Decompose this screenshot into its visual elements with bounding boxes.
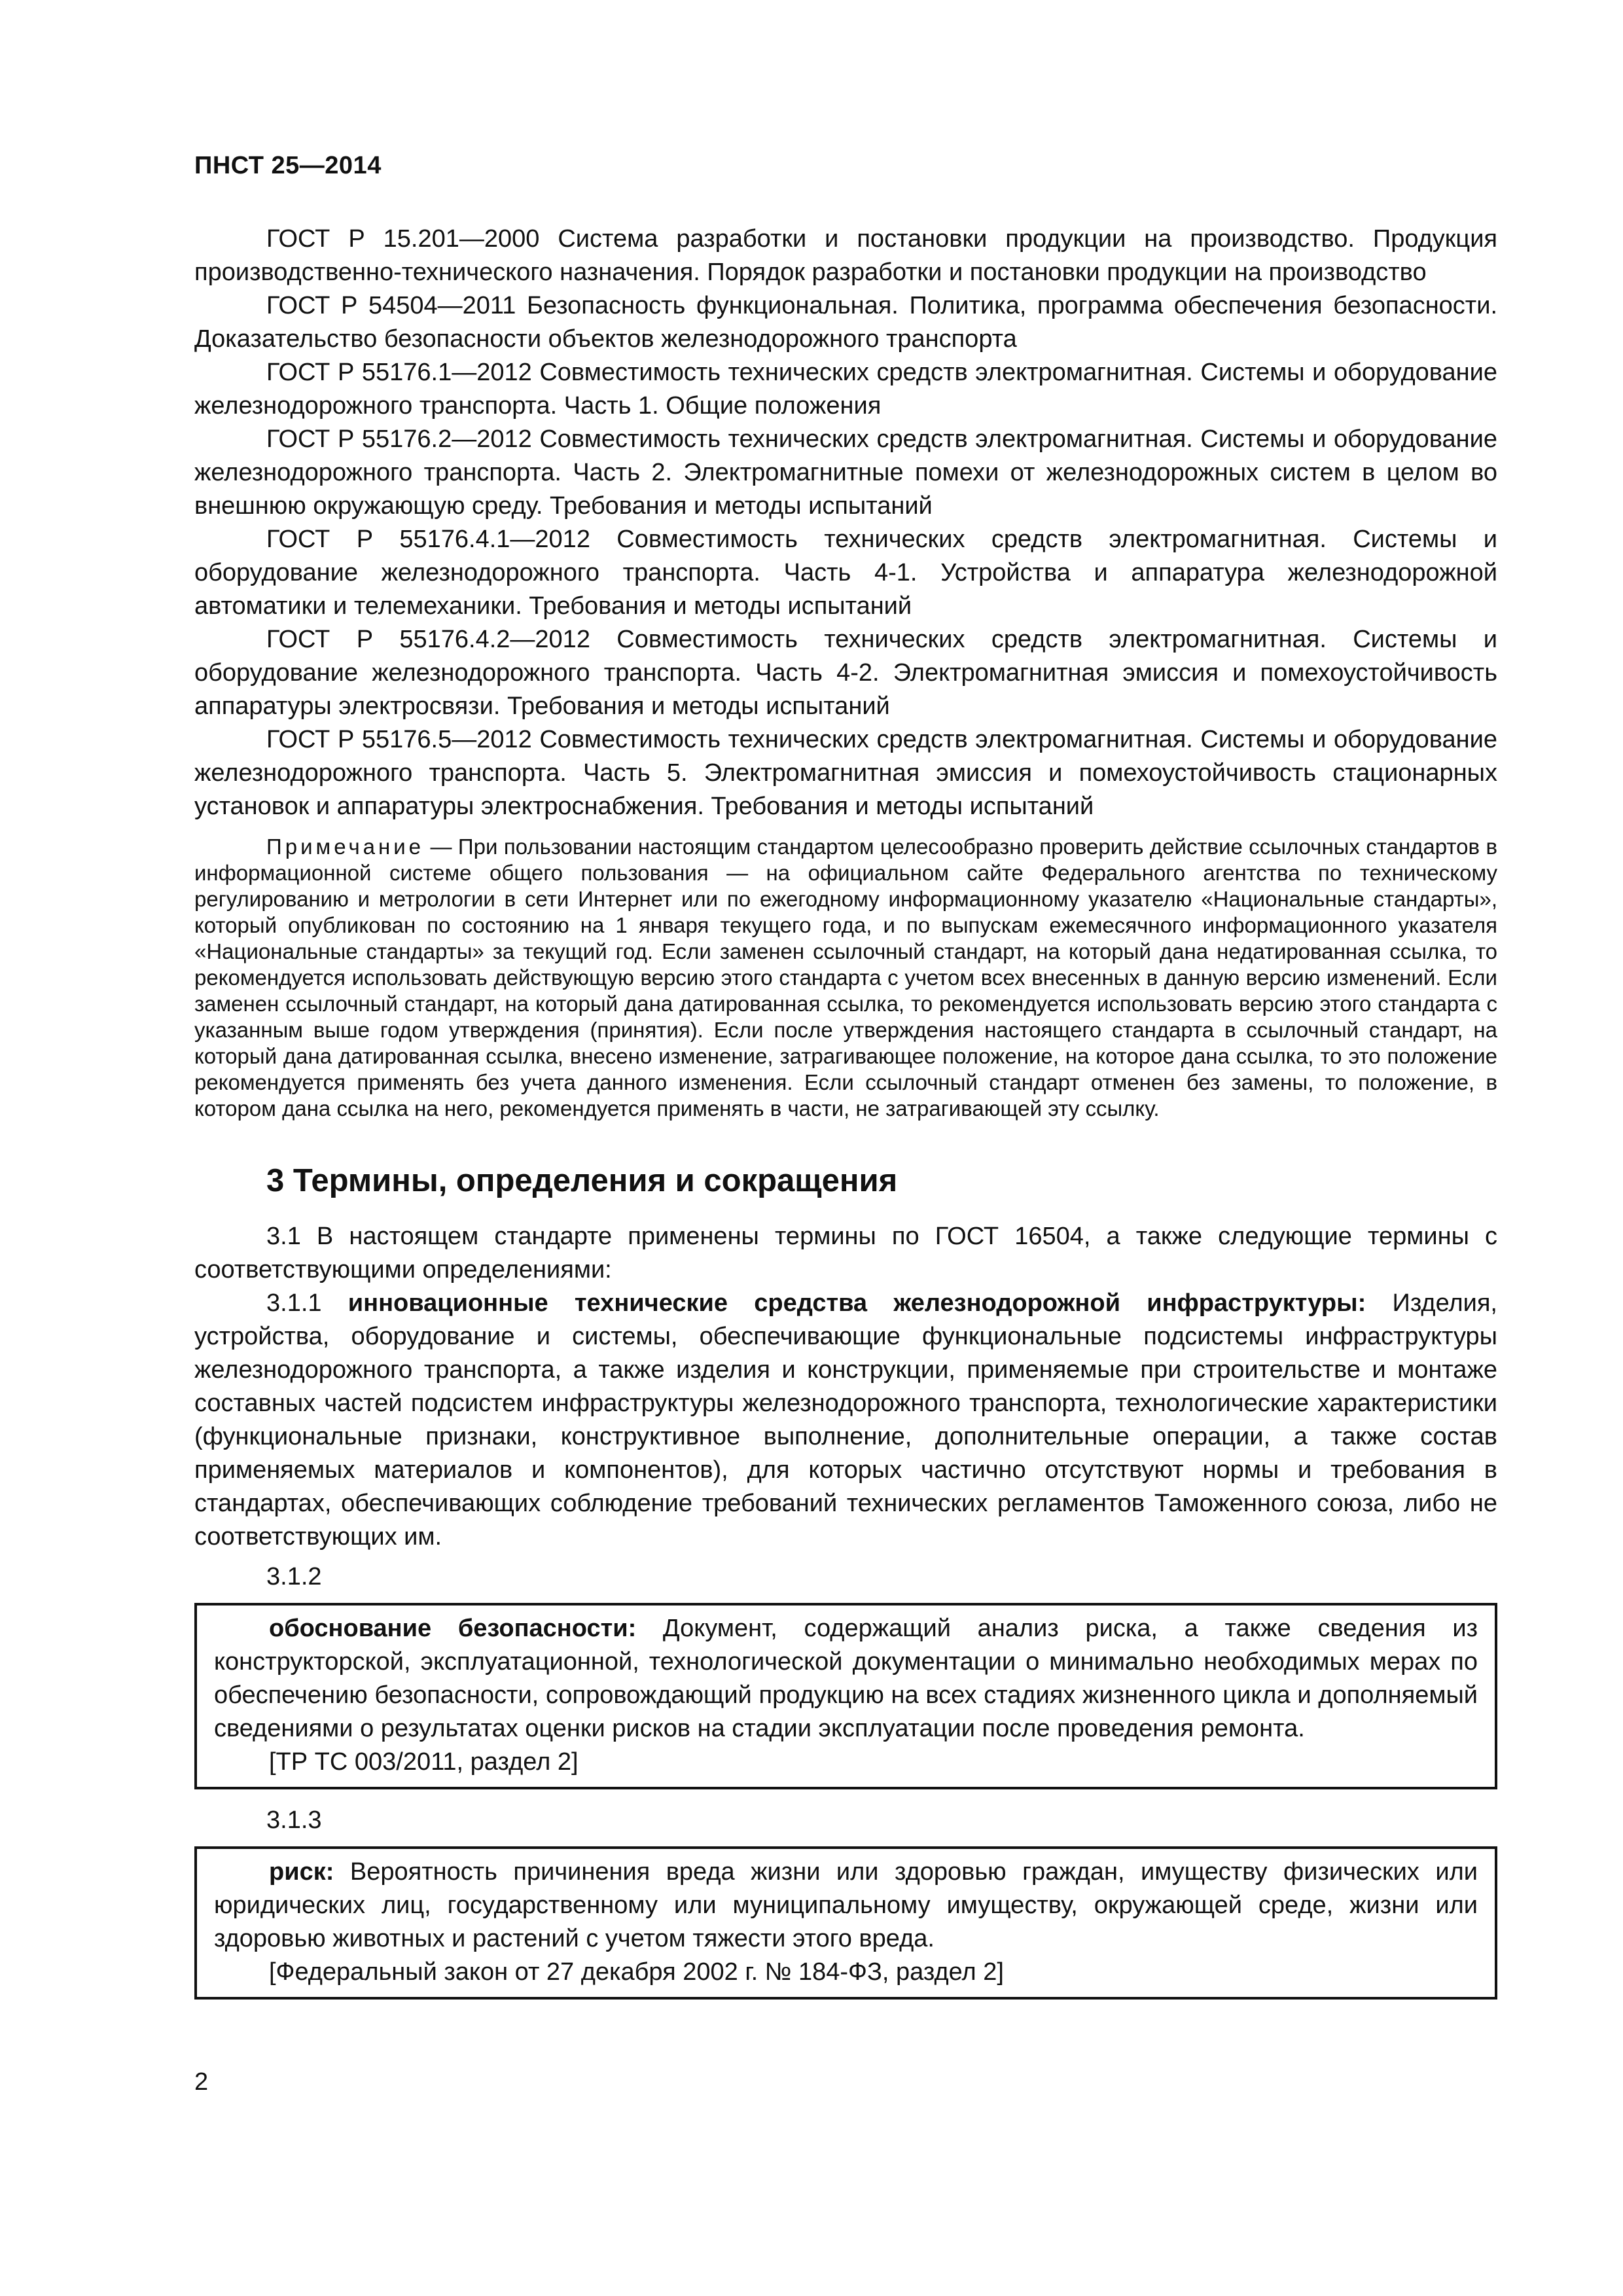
page-number: 2	[194, 2068, 209, 2096]
reference-item: ГОСТ Р 15.201—2000 Система разработки и постановки продукции на производство. Продукция производственно-технического назначения. Порядок разработки и постановки продукции на производство	[194, 225, 1497, 286]
reference-item: ГОСТ Р 55176.4.2—2012 Совместимость технических средств электромагнитная. Системы и оборудование железнодорожного транспорта. Часть 4-2. Электромагнитная эмиссия и помехоустойчивость аппаратуры электросвязи. Требования и методы испытаний	[194, 626, 1497, 720]
reference-item: ГОСТ Р 55176.2—2012 Совместимость технических средств электромагнитная. Системы и оборудование железнодорожного транспорта. Часть 2. Электромагнитные помехи от железнодорожных систем в целом во внешнюю окружающую среду. Требования и методы испытаний	[194, 425, 1497, 520]
term-number-3-1-3: 3.1.3	[266, 1806, 322, 1834]
note-text: — При пользовании настоящим стандартом целесообразно проверить действие ссылочных стандартов в информационной системе общего пользования — на официальном сайте Федерального агентства по техническому регулированию и метрологии в сети Интернет или по ежегодному информационному указателю «Национальные стандарты», который опубликован по состоянию на 1 января текущего года, и по выпускам ежемесячного информационного указателя «Национальные стандарты» за текущий год. Если заменен ссылочный стандарт, на который дана недатированная ссылка, то рекомендуется использовать действующую версию этого стандарта с учетом всех внесенных в данную версию изменений. Если заменен ссылочный стандарт, на который дана датированная ссылка, то рекомендуется использовать версию этого стандарта с указанным выше годом утверждения (принятия). Если после утверждения настоящего стандарта в ссылочный стандарт, на который дана датированная ссылка, внесено изменение, затрагивающее положение, на которое дана ссылка, то это положение рекомендуется применять без учета данного изменения. Если ссылочный стандарт отменен без замены, то положение, в котором дана ссылка на него, рекомендуется применять в части, не затрагивающей эту ссылку.	[194, 834, 1497, 1121]
term-number: 3.1.1	[266, 1289, 348, 1317]
term-3-1-2	[214, 1612, 1478, 1746]
note-paragraph	[194, 834, 1497, 1122]
reference-item: ГОСТ Р 54504—2011 Безопасность функциональная. Политика, программа обеспечения безопасности. Доказательство безопасности объектов железнодорожного транспорта	[194, 292, 1497, 353]
term-box-3-1-2	[194, 1603, 1497, 1789]
reference-item: ГОСТ Р 55176.1—2012 Совместимость технических средств электромагнитная. Системы и оборудование железнодорожного транспорта. Часть 1. Общие положения	[194, 359, 1497, 420]
term-name: риск:	[269, 1858, 334, 1886]
term-definition: Документ, содержащий анализ риска, а также сведения из конструкторской, эксплуатационной, технологической документации о минимально необходимых мерах по обеспечению безопасности, сопровождающий продукцию на всех стадиях жизненного цикла и дополняемый сведениями о результатах оценки рисков на стадии эксплуатации после проведения ремонта.	[214, 1615, 1478, 1742]
term-number-3-1-2: 3.1.2	[266, 1563, 322, 1590]
page-content	[194, 223, 1497, 2014]
note-label: Примечание	[266, 834, 425, 859]
reference-item: ГОСТ Р 55176.4.1—2012 Совместимость технических средств электромагнитная. Системы и оборудование железнодорожного транспорта. Часть 4-1. Устройства и аппаратура железнодорожной автоматики и телемеханики. Требования и методы испытаний	[194, 526, 1497, 620]
term-source: [Федеральный закон от 27 декабря 2002 г. № 184-ФЗ, раздел 2]	[269, 1958, 1004, 1986]
reference-item: ГОСТ Р 55176.5—2012 Совместимость технических средств электромагнитная. Системы и оборудование железнодорожного транспорта. Часть 5. Электромагнитная эмиссия и помехоустойчивость стационарных установок и аппаратуры электроснабжения. Требования и методы испытаний	[194, 726, 1497, 820]
term-definition: Изделия, устройства, оборудование и системы, обеспечивающие функциональные подсистемы инфраструктуры железнодорожного транспорта, а также изделия и конструкции, применяемые при строительстве и монтаже составных частей подсистем инфраструктуры железнодорожного транспорта, технологические характеристики (функциональные признаки, конструктивное выполнение, дополнительные операции, а также состав применяемых материалов и компонентов), для которых частично отсутствуют нормы и требования в стандартах, обеспечивающих соблюдение требований технических регламентов Таможенного союза, либо не соответствующих им.	[194, 1289, 1497, 1551]
document-header: ПНСТ 25—2014	[194, 152, 382, 179]
term-3-1-3	[214, 1856, 1478, 1956]
term-name: инновационные технические средства железнодорожной инфраструктуры:	[348, 1289, 1366, 1317]
term-box-3-1-3	[194, 1846, 1497, 2000]
term-name: обоснование безопасности:	[269, 1615, 637, 1642]
term-source: [ТР ТС 003/2011, раздел 2]	[269, 1748, 579, 1776]
reference-list	[194, 223, 1497, 823]
section-title: 3 Термины, определения и сокращения	[266, 1163, 898, 1198]
term-3-1-1	[194, 1287, 1497, 1554]
term-definition: Вероятность причинения вреда жизни или здоровью граждан, имуществу физических или юридических лиц, государственному или муниципальному имуществу, окружающей среде, жизни или здоровью животных и растений с учетом тяжести этого вреда.	[214, 1858, 1478, 1952]
section-intro: 3.1 В настоящем стандарте применены термины по ГОСТ 16504, а также следующие термины с соответствующими определениями:	[194, 1223, 1497, 1283]
